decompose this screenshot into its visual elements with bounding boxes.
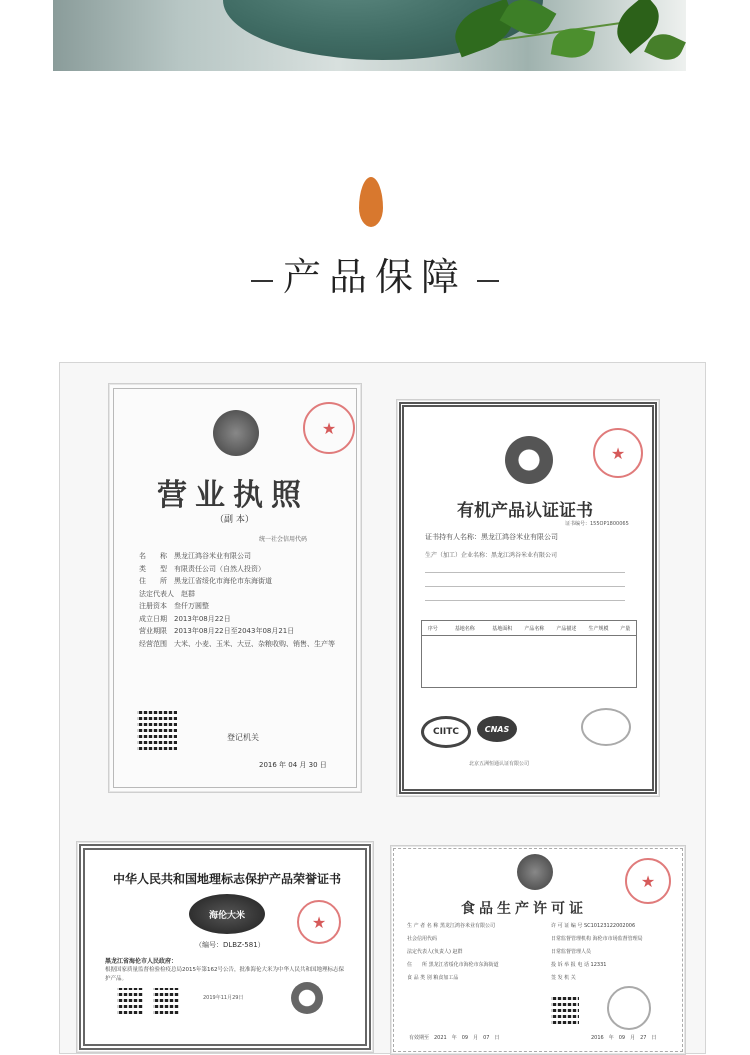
food-production-license — [390, 845, 686, 1055]
title-dash-left — [251, 280, 273, 282]
field-label: 名 称 — [139, 552, 167, 560]
national-emblem-icon — [517, 854, 553, 890]
table-header-cell: 生产规模 — [588, 625, 609, 632]
license-qr-code — [137, 710, 177, 750]
field-label: 营业期限 — [139, 627, 167, 635]
field-label: 住 所 — [139, 577, 167, 585]
license-date: 2016 年 04 月 30 日 — [259, 761, 327, 769]
field-label: 许 可 证 编 号 — [551, 923, 583, 929]
field-value: 粮食加工品 — [433, 975, 459, 981]
field-label: 注册资本 — [139, 602, 167, 610]
divider — [425, 572, 625, 573]
stamp-icon — [581, 708, 631, 746]
field-value: 2013年08月22日 — [174, 614, 231, 623]
stamp-icon — [607, 986, 651, 1030]
food-field-row — [407, 972, 547, 985]
table-header-cell: 产量 — [620, 625, 631, 632]
food-field-row — [407, 959, 547, 972]
food-heading: 食品生产许可证 — [461, 901, 587, 917]
food-qr-code — [551, 996, 579, 1024]
license-fields — [139, 550, 349, 650]
food-field-row — [551, 959, 677, 972]
organic-issuer: 北京五洲恒通认证有限公司 — [469, 761, 530, 767]
field-value: 叁仟万圆整 — [174, 602, 209, 610]
field-label: 食 品 类 别 — [407, 975, 432, 981]
food-field-row — [551, 920, 677, 933]
top-banner-photo — [53, 0, 686, 71]
field-value: 黑龙江鸿谷米业有限公司 — [439, 923, 495, 929]
table-header-cell: 产品描述 — [556, 625, 577, 632]
license-heading: 营业执照 — [157, 478, 309, 513]
license-field-row — [139, 575, 349, 588]
food-field-row — [551, 946, 677, 959]
field-value: 黑龙江省绥化市海伦市东海街道 — [428, 962, 499, 968]
organic-heading: 有机产品认证证书 — [457, 501, 593, 521]
ciitc-logo-icon — [421, 716, 471, 748]
food-field-row — [407, 946, 547, 959]
geo-brand-logo-icon — [189, 894, 265, 934]
license-field-row — [139, 550, 349, 563]
ciitc-logo-text: CIITC — [432, 727, 460, 737]
cnas-logo-icon — [477, 716, 517, 742]
geo-qr-code — [153, 988, 179, 1014]
organic-producer: 生产（加工）企业名称：黑龙江鸿谷米业有限公司 — [425, 552, 558, 559]
food-fields-right — [551, 920, 677, 985]
license-field-row — [139, 563, 349, 576]
field-value: 海伦市市场监督管理局 — [592, 936, 643, 942]
certificates-panel — [59, 362, 706, 1054]
section-title — [0, 246, 750, 301]
field-value: 2013年08月22日至2043年08月21日 — [174, 627, 295, 635]
geo-stamp-icon — [291, 982, 323, 1014]
geo-body: 根据国家质量监督检验检疫总局2015年第162号公告，批准海伦大米为中华人民共和国地理标志保护产品。 — [105, 967, 344, 982]
red-seal-icon: ★ — [303, 402, 355, 454]
divider — [425, 600, 625, 601]
geo-code: （编号：DLBZ-581） — [195, 941, 265, 949]
red-seal-icon: ★ — [593, 428, 643, 478]
food-field-row — [407, 933, 547, 946]
food-field-row — [551, 972, 677, 985]
geo-heading: 中华人民共和国地理标志保护产品荣誉证书 — [113, 872, 342, 886]
geo-brand-text: 海伦大米 — [208, 910, 245, 921]
field-value: SC10123122002006 — [583, 923, 636, 929]
food-field-row — [551, 933, 677, 946]
license-field-row — [139, 613, 349, 626]
table-header-cell: 产品名称 — [524, 625, 545, 632]
field-label: 投 诉 举 报 电 话 — [551, 962, 589, 968]
field-value: 大米、小麦、玉米、大豆、杂粮收购、销售、生产等 — [174, 639, 335, 648]
national-emblem-icon — [213, 410, 259, 456]
geo-indication-certificate — [76, 841, 374, 1053]
license-subheading: （副 本） — [215, 515, 254, 525]
field-value: 有限责任公司（自然人投资） — [174, 564, 265, 573]
red-seal-icon: ★ — [297, 900, 341, 944]
organic-cert-number: 证书编号：155OP1800065 — [565, 521, 629, 527]
field-label: 生 产 者 名 称 — [407, 923, 439, 929]
field-value: 赵群 — [181, 589, 195, 598]
table-header-cell: 序号 — [427, 625, 438, 632]
food-field-row — [407, 920, 547, 933]
red-seal-icon: ★ — [625, 858, 671, 904]
field-label: 日常监督管理人员 — [551, 949, 592, 955]
table-header-cell: 基地面积 — [492, 625, 513, 632]
organic-holder: 证书持有人名称：黑龙江鸿谷米业有限公司 — [425, 533, 558, 541]
field-label: 住 所 — [407, 962, 428, 968]
credit-code-label: 统一社会信用代码 — [259, 536, 308, 543]
field-label: 社会信用代码 — [407, 936, 438, 942]
license-field-row — [139, 588, 349, 601]
cnas-logo-text: CNAS — [484, 724, 510, 734]
field-value: 赵群 — [452, 949, 463, 955]
section-title-text: 产品保障 — [282, 255, 467, 299]
license-authority: 登记机关 — [227, 733, 259, 742]
organic-certificate — [396, 399, 660, 797]
geo-date: 2019年11月29日 — [203, 995, 244, 1001]
title-dash-right — [477, 280, 499, 282]
field-label: 日常监督管理机构 — [551, 936, 592, 942]
food-fields-left — [407, 920, 547, 985]
food-validity: 有效期至 2021 年 09 月 07 日 — [409, 1035, 500, 1041]
field-label: 类 型 — [139, 564, 167, 573]
field-value: 黑龙江鸿谷米业有限公司 — [174, 552, 251, 560]
license-field-row — [139, 600, 349, 613]
field-label: 签 发 机 关 — [551, 975, 576, 981]
license-field-row — [139, 638, 349, 651]
organic-table-header — [422, 621, 636, 636]
organic-logo-icon — [505, 436, 553, 484]
orange-drop-icon — [359, 177, 383, 227]
field-label: 法定代表人(负责人) — [407, 949, 451, 955]
table-header-cell: 基地名称 — [454, 625, 475, 632]
field-value: 12331 — [590, 962, 607, 968]
geo-qr-code — [117, 988, 143, 1014]
license-field-row — [139, 625, 349, 638]
field-label: 经营范围 — [139, 639, 167, 648]
field-label: 法定代表人 — [139, 589, 174, 598]
organic-table — [421, 620, 637, 688]
field-value: 黑龙江省绥化市海伦市东海街道 — [174, 577, 272, 585]
business-license-certificate — [108, 383, 362, 793]
geo-company: 黑龙江省海伦市人民政府： — [105, 958, 178, 965]
food-issue-date: 2016 年 09 月 27 日 — [591, 1035, 657, 1041]
field-label: 成立日期 — [139, 614, 167, 623]
divider — [425, 586, 625, 587]
